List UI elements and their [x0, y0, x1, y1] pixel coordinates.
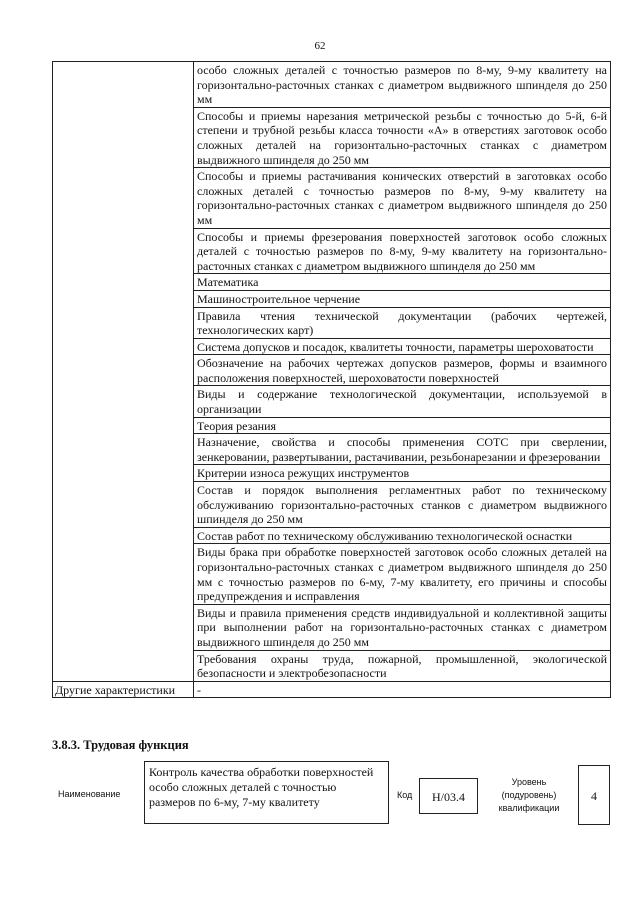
table-cell: Виды и содержание технологической документации, используемой в организации: [194, 386, 611, 417]
table-cell: Правила чтения технической документации (рабочих чертежей, технологических карт): [194, 307, 611, 338]
table-left-cell-empty: [53, 62, 194, 682]
table-cell: Виды и правила применения средств индивидуальной и коллективной защиты при выполнении работ на горизонтально-расточных станках с диаметром выдвижного шпинделя до 250 мм: [194, 604, 611, 650]
function-name-label: Наименование: [58, 789, 121, 799]
table-cell: Критерии износа режущих инструментов: [194, 465, 611, 482]
table-cell: Обозначение на рабочих чертежах допусков размеров, формы и взаимного расположения поверхностей, шероховатости поверхностей: [194, 355, 611, 386]
table-cell: Способы и приемы нарезания метрической резьбы с точностью до 5-й, 6-й степени и трубной резьбы класса точности «А» в отверстиях заготовок особо сложных деталей на горизонтально-расточных станках с диаметром выдвижного шпинделя до 250 мм: [194, 107, 611, 167]
table-cell: Теория резания: [194, 417, 611, 434]
table-row: [53, 62, 611, 108]
table-cell: Требования охраны труда, пожарной, промышленной, экологической безопасности и электробезопасности: [194, 650, 611, 681]
table-cell: Состав и порядок выполнения регламентных работ по техническому обслуживанию горизонтально-расточных станков с диаметром выдвижного шпинделя до 250 мм: [194, 482, 611, 528]
table-row-other: [53, 681, 611, 698]
table-cell: Способы и приемы растачивания конических отверстий в заготовках особо сложных деталей с точностью размеров по 8-му, 9-му квалитету на горизонтально-расточных станках с диаметром выдвижного шпинделя до 250 мм: [194, 168, 611, 228]
function-code-label: Код: [397, 790, 413, 800]
table-cell: Назначение, свойства и способы применения СОТС при сверлении, зенкеровании, развертывании, растачивании, резьбонарезании и фрезеровании: [194, 434, 611, 465]
table-cell: Система допусков и посадок, квалитеты точности, параметры шероховатости: [194, 338, 611, 355]
qualification-level-label: Уровень (подуровень) квалификации: [498, 777, 560, 813]
section-heading: 3.8.3. Трудовая функция: [52, 738, 189, 752]
table-cell: Математика: [194, 274, 611, 291]
table-cell: Машиностроительное черчение: [194, 290, 611, 307]
knowledge-table: [52, 61, 611, 698]
page-number: 62: [314, 40, 326, 52]
other-characteristics-value: -: [194, 681, 611, 698]
other-characteristics-label: Другие характеристики: [53, 681, 194, 698]
table-cell: Способы и приемы фрезерования поверхностей заготовок особо сложных деталей с точностью размеров по 8-му, 9-му квалитету на горизонтально-расточных станках с диаметром выдвижного шпинделя до 250 мм: [194, 228, 611, 274]
table-cell: Виды брака при обработке поверхностей заготовок особо сложных деталей на горизонтально-расточных станках с диаметром выдвижного шпинделя до 250 мм с точностью размеров по 6-му, 7-му квалитету, его причины и способы предупреждения и исправления: [194, 544, 611, 604]
table-cell: особо сложных деталей с точностью размеров по 8-му, 9-му квалитету на горизонтально-расточных станках с диаметром выдвижного шпинделя до 250 мм: [194, 62, 611, 108]
qualification-level-box: 4: [578, 765, 610, 825]
function-code-box: H/03.4: [419, 778, 478, 814]
table-cell: Состав работ по техническому обслуживанию технологической оснастки: [194, 527, 611, 544]
function-name-box: Контроль качества обработки поверхностей особо сложных деталей с точностью размеров по 6-му, 7-му квалитету: [144, 761, 389, 824]
